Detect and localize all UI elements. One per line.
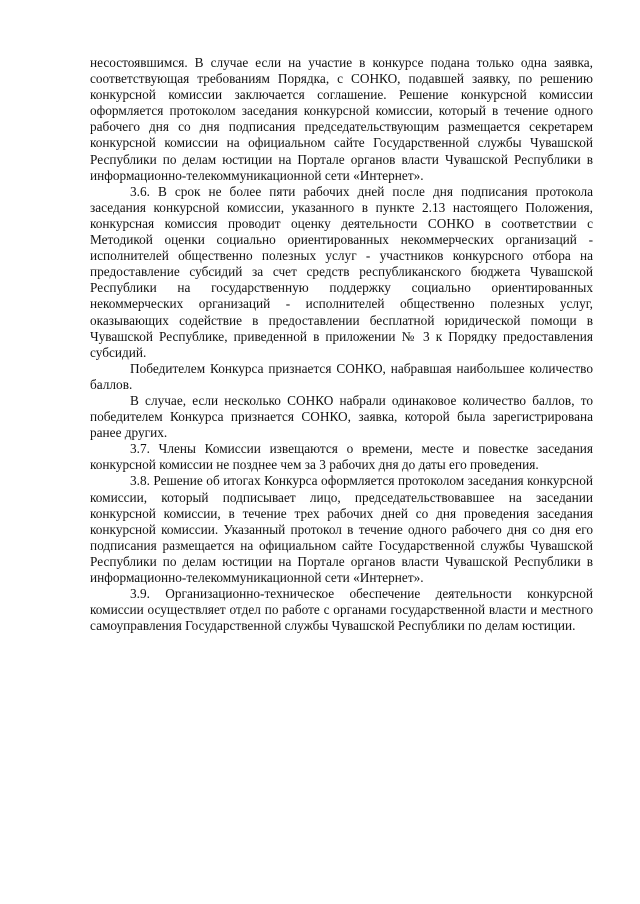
paragraph-tie-rule: В случае, если несколько СОНКО набрали одинаковое количество баллов, то победителем Конкурса признается СОНКО, заявка, которой была зарегистрирована ранее других. — [90, 392, 593, 441]
paragraph-3-8: 3.8. Решение об итогах Конкурса оформляется протоколом заседания конкурсной комиссии, который подписывает лицо, председательствовавшее на заседании конкурсной комиссии, в течение трех рабочих дней со дня проведения заседания конкурсной комиссии. Указанный протокол в течение одного рабочего дня со дня его подписания размещается на официальном сайте Государственной службы Чувашской Республики по делам юстиции на Портале органов власти Чувашской Республики в информационно-телекоммуникационной сети «Интернет». — [90, 473, 593, 585]
paragraph-continuation: несостоявшимся. В случае если на участие в конкурсе подана только одна заявка, соответствующая требованиям Порядка, с СОНКО, подавшей заявку, по решению конкурсной комиссии заключается соглашение. Решение конкурсной комиссии оформляется протоколом заседания конкурсной комиссии, который в течение одного рабочего дня со дня подписания председательствующим размещается секретарем конкурсной комиссии на официальном сайте Государственной службы Чувашской Республики по делам юстиции на Портале органов власти Чувашской Республики в информационно-телекоммуникационной сети «Интернет». — [90, 55, 593, 183]
paragraph-3-6: 3.6. В срок не более пяти рабочих дней после дня подписания протокола заседания конкурсной комиссии, указанного в пункте 2.13 настоящего Положения, конкурсная комиссия проводит оценку деятельности СОНКО в соответствии с Методикой оценки социально ориентированных некоммерческих организаций - исполнителей общественно полезных услуг - участников конкурсного отбора на предоставление субсидий за счет средств республиканского бюджета Чувашской Республики на государственную поддержку социально ориентированных некоммерческих организаций - исполнителей общественно полезных услуг, оказывающих содействие в предоставлении бесплатной юридической помощи в Чувашской Республике, приведенной в приложении № 3 к Порядку предоставления субсидий. — [90, 183, 593, 360]
paragraph-winner: Победителем Конкурса признается СОНКО, набравшая наибольшее количество баллов. — [90, 360, 593, 392]
document-body — [90, 55, 593, 634]
paragraph-3-7: 3.7. Члены Комиссии извещаются о времени, месте и повестке заседания конкурсной комиссии не позднее чем за 3 рабочих дня до даты его проведения. — [90, 441, 593, 473]
paragraph-3-9: 3.9. Организационно-техническое обеспечение деятельности конкурсной комиссии осуществляет отдел по работе с органами государственной власти и местного самоуправления Государственной службы Чувашской Республики по делам юстиции. — [90, 586, 593, 634]
